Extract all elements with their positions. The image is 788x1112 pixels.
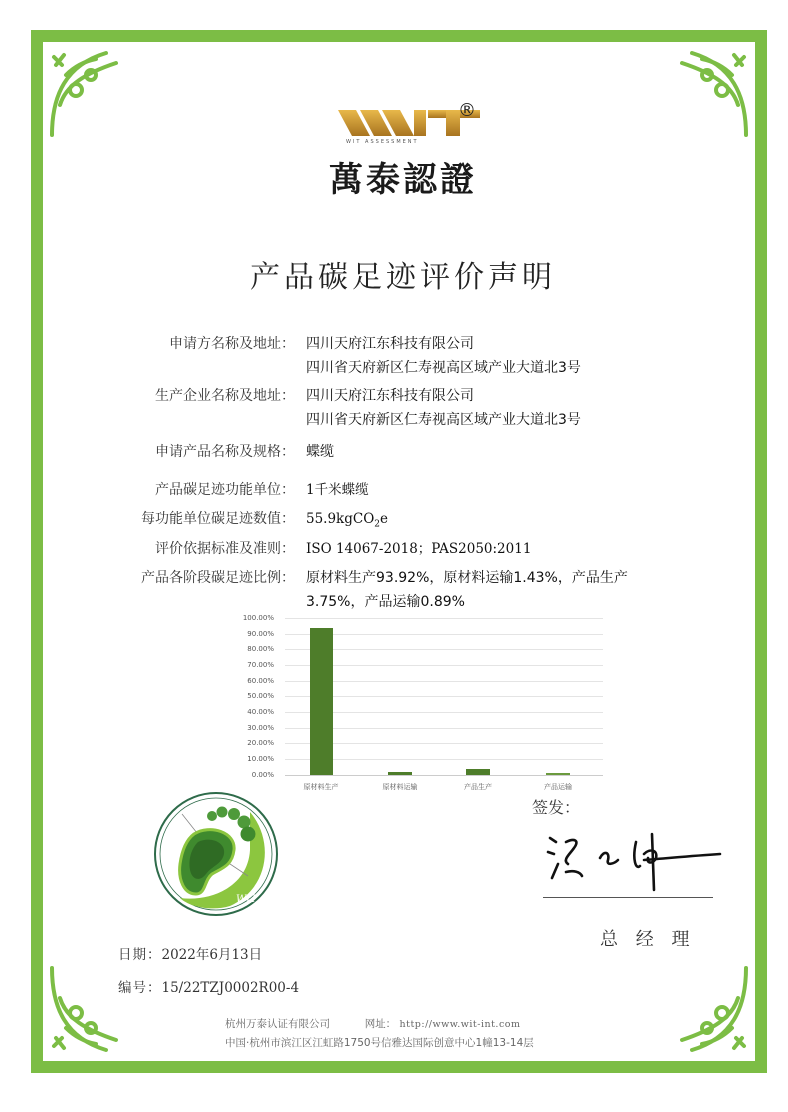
y-tick: 10.00%	[247, 755, 274, 763]
field-value: 蝶缆	[306, 444, 334, 460]
x-label: 产品运输	[544, 783, 572, 791]
x-label: 产品生产	[464, 783, 492, 791]
signature-line	[543, 897, 713, 898]
field-label: 申请方名称及地址：	[169, 336, 295, 352]
bar	[310, 628, 333, 775]
svg-text:WIT: WIT	[236, 894, 257, 905]
signer-title: 总 经 理	[600, 929, 696, 950]
field-label: 产品碳足迹功能单位：	[155, 482, 295, 498]
field-label: 产品各阶段碳足迹比例：	[141, 570, 295, 586]
stage-ratio-bar-chart	[230, 610, 610, 795]
y-tick: 90.00%	[247, 630, 274, 638]
issue-date: 日期：2022年6月13日	[118, 947, 263, 963]
bar	[388, 772, 412, 775]
footer-website-label: 网址：	[364, 1018, 397, 1030]
y-tick: 0.00%	[251, 771, 274, 779]
field-value: 四川省天府新区仁寿视高区域产业大道北3号	[306, 360, 581, 376]
brand-name: 萬泰認證	[329, 160, 477, 200]
field-value: 3.75%，产品运输0.89%	[306, 594, 465, 610]
footer-company: 杭州万泰认证有限公司	[225, 1018, 330, 1030]
footer-company-line	[225, 1016, 521, 1031]
field-label: 生产企业名称及地址：	[155, 388, 295, 404]
corner-ornament-icon	[652, 958, 752, 1058]
y-tick: 40.00%	[247, 708, 274, 716]
carbon-footprint-logo-icon	[152, 790, 280, 918]
field-label: 申请产品名称及规格：	[155, 444, 295, 460]
footer-address: 中国·杭州市滨江区江虹路1750号信雅达国际创意中心1幢13-14层	[225, 1037, 534, 1049]
bar	[546, 773, 570, 775]
y-tick: 20.00%	[247, 739, 274, 747]
page-title: 产品碳足迹评价声明	[250, 260, 556, 295]
x-label: 原材料生产	[303, 783, 339, 791]
handwritten-signature-icon	[540, 820, 730, 895]
y-tick: 60.00%	[247, 677, 274, 685]
field-value: 1千米蝶缆	[306, 482, 369, 498]
field-value: 55.9kgCO$_2$e	[306, 511, 389, 530]
corner-ornament-icon	[652, 45, 752, 145]
y-tick: 80.00%	[247, 645, 274, 653]
field-value: ISO 14067-2018；PAS2050:2011	[306, 541, 532, 557]
x-label: 原材料运输	[382, 783, 418, 791]
y-tick: 70.00%	[247, 661, 274, 669]
field-value: 原材料生产93.92%，原材料运输1.43%，产品生产	[306, 570, 628, 586]
field-label: 每功能单位碳足迹数值：	[141, 511, 295, 527]
footer-website-link[interactable]: http://www.wit-int.com	[399, 1019, 521, 1030]
issuer-label: 签发：	[532, 798, 581, 817]
field-value: 四川天府江东科技有限公司	[306, 388, 474, 404]
registered-mark: ®	[458, 100, 476, 121]
certificate-number: 编号：15/22TZJ0002R00-4	[118, 980, 300, 996]
field-value: 四川省天府新区仁寿视高区域产业大道北3号	[306, 412, 581, 428]
corner-ornament-icon	[46, 45, 146, 145]
logo-subtitle: WIT ASSESSMENT	[346, 139, 419, 145]
y-tick: 100.00%	[242, 614, 274, 622]
field-value: 四川天府江东科技有限公司	[306, 336, 474, 352]
bar	[466, 769, 490, 775]
field-label: 评价依据标准及准则：	[155, 541, 295, 557]
y-tick: 50.00%	[247, 692, 274, 700]
y-tick: 30.00%	[247, 724, 274, 732]
corner-ornament-icon	[46, 958, 146, 1058]
